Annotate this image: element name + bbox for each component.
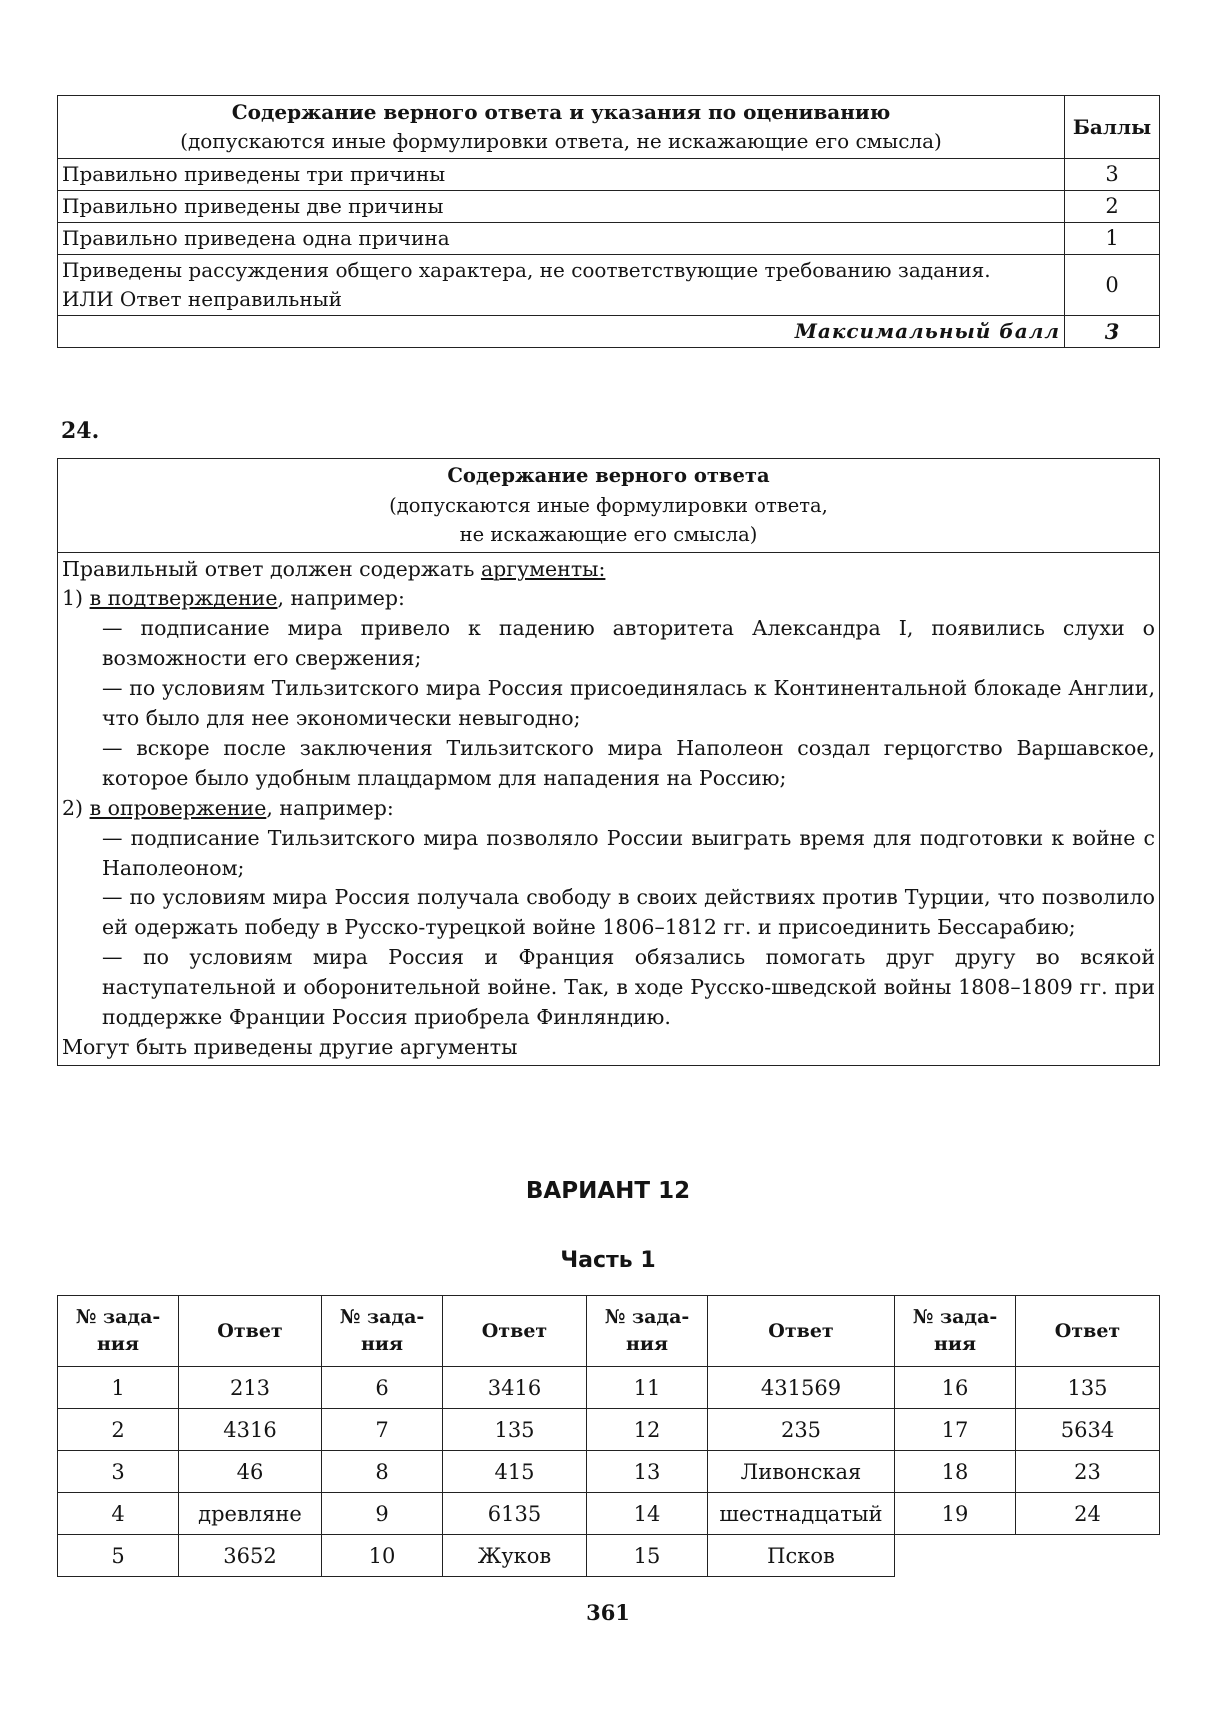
task-number-cell: 13 bbox=[587, 1451, 708, 1493]
answer-intro-text: Правильный ответ должен содержать bbox=[62, 556, 481, 581]
answer-cell: 135 bbox=[1016, 1367, 1160, 1409]
task-number-cell: 5 bbox=[58, 1535, 179, 1577]
answer-cell: 4316 bbox=[179, 1409, 322, 1451]
task-number-cell: 11 bbox=[587, 1367, 708, 1409]
header-line: № зада- bbox=[75, 1306, 161, 1328]
answer-cell: древляне bbox=[179, 1493, 322, 1535]
scoring-criterion: Правильно приведены три причины bbox=[58, 159, 1065, 191]
scoring-header-cell bbox=[58, 96, 1065, 159]
task-number-cell: 9 bbox=[322, 1493, 443, 1535]
answers-table bbox=[57, 1295, 1160, 1577]
task-number-header bbox=[895, 1296, 1016, 1367]
answers-row bbox=[58, 1451, 1160, 1493]
scoring-zero-line2: ИЛИ Ответ неправильный bbox=[62, 287, 342, 311]
scoring-points: 3 bbox=[1065, 159, 1160, 191]
answers-header-row bbox=[58, 1296, 1160, 1367]
argument-item: — подписание мира привело к падению авторитета Александра I, появились слухи о возможности его свержения; bbox=[102, 616, 1155, 671]
task-number-cell: 2 bbox=[58, 1409, 179, 1451]
group-title-rest: , например: bbox=[277, 586, 405, 611]
task-number-cell: 14 bbox=[587, 1493, 708, 1535]
answer-cell: 24 bbox=[1016, 1493, 1160, 1535]
header-line: № зада- bbox=[912, 1306, 998, 1328]
scoring-criterion bbox=[58, 255, 1065, 316]
argument-item: — вскоре после заключения Тильзитского мира Наполеон создал герцогство Варшавское, которое было удобным плацдармом для нападения на Россию; bbox=[102, 735, 1155, 790]
points-header: Баллы bbox=[1065, 96, 1160, 159]
answers-row bbox=[58, 1409, 1160, 1451]
scoring-max-row bbox=[58, 316, 1160, 348]
scoring-criterion: Правильно приведена одна причина bbox=[58, 223, 1065, 255]
scoring-header-row bbox=[58, 96, 1160, 159]
answer-content-header bbox=[57, 458, 1160, 553]
task-number-cell: 1 bbox=[58, 1367, 179, 1409]
argument-item: — по условиям Тильзитского мира Россия присоединялась к Континентальной блокаде Англии, что было для нее экономически невыгодно; bbox=[102, 676, 1155, 731]
answer-cell: 3416 bbox=[443, 1367, 587, 1409]
answer-cell: 6135 bbox=[443, 1493, 587, 1535]
argument-group-refute bbox=[62, 794, 1155, 824]
scoring-row bbox=[58, 191, 1160, 223]
header-line: ния bbox=[96, 1333, 140, 1355]
answer-content-table bbox=[57, 458, 1160, 1066]
scoring-row bbox=[58, 159, 1160, 191]
answer-content-note-1: (допускаются иные формулировки ответа, bbox=[389, 493, 828, 517]
answer-cell: шестнадцатый bbox=[708, 1493, 895, 1535]
answer-cell: 46 bbox=[179, 1451, 322, 1493]
task-number-header bbox=[587, 1296, 708, 1367]
answer-cell: 135 bbox=[443, 1409, 587, 1451]
answer-cell: 3652 bbox=[179, 1535, 322, 1577]
task-number-cell: 4 bbox=[58, 1493, 179, 1535]
header-line: № зада- bbox=[339, 1306, 425, 1328]
answer-header: Ответ bbox=[443, 1296, 587, 1367]
answer-header: Ответ bbox=[1016, 1296, 1160, 1367]
task-number-cell: 19 bbox=[895, 1493, 1016, 1535]
answer-cell: 415 bbox=[443, 1451, 587, 1493]
header-line: ния bbox=[360, 1333, 404, 1355]
answer-cell: 5634 bbox=[1016, 1409, 1160, 1451]
task-number-cell: 17 bbox=[895, 1409, 1016, 1451]
answers-row bbox=[58, 1535, 1160, 1577]
max-score-value: 3 bbox=[1065, 316, 1160, 348]
answer-intro bbox=[62, 555, 1155, 585]
argument-item: — по условиям мира Россия и Франция обязались помогать друг другу во всякой наступательной и оборонительной войне. Так, в ходе Русско-шведской войны 1808–1809 гг. при поддержке Франции Россия приобрела Финляндию. bbox=[102, 945, 1155, 1030]
task-number-cell: 3 bbox=[58, 1451, 179, 1493]
scoring-header-note: (допускаются иные формулировки ответа, не искажающие его смысла) bbox=[180, 129, 942, 153]
part-title: Часть 1 bbox=[560, 1248, 656, 1273]
answer-cell: Жуков bbox=[443, 1535, 587, 1577]
answer-cell: 235 bbox=[708, 1409, 895, 1451]
scoring-points: 2 bbox=[1065, 191, 1160, 223]
header-line: ния bbox=[625, 1333, 669, 1355]
group-number: 1) bbox=[62, 586, 90, 611]
argument-group-support bbox=[62, 584, 1155, 614]
answer-content-note-2: не искажающие его смысла) bbox=[459, 523, 758, 546]
answer-intro-underlined: аргументы: bbox=[480, 556, 606, 581]
task-number-header bbox=[322, 1296, 443, 1367]
empty-cell bbox=[1016, 1535, 1160, 1577]
group-title: в подтверждение bbox=[89, 586, 278, 611]
empty-cell bbox=[895, 1535, 1016, 1577]
argument-item: — подписание Тильзитского мира позволяло России выиграть время для подготовки к войне с Наполеоном; bbox=[102, 825, 1155, 880]
answer-cell: 213 bbox=[179, 1367, 322, 1409]
group-title-rest: , например: bbox=[266, 795, 394, 820]
header-line: № зада- bbox=[604, 1306, 690, 1328]
task-number-cell: 12 bbox=[587, 1409, 708, 1451]
answer-content-body bbox=[57, 553, 1160, 1066]
task-number-header bbox=[58, 1296, 179, 1367]
argument-item: — по условиям мира Россия получала свободу в своих действиях против Турции, что позволило ей одержать победу в Русско-турецкой войне 1806–1812 гг. и присоединить Бессарабию; bbox=[102, 885, 1155, 940]
task-number-cell: 15 bbox=[587, 1535, 708, 1577]
group-title: в опровержение bbox=[89, 795, 267, 820]
closing-note: Могут быть приведены другие аргументы bbox=[62, 1035, 518, 1059]
scoring-criterion: Правильно приведены две причины bbox=[58, 191, 1065, 223]
variant-title: ВАРИАНТ 12 bbox=[525, 1178, 691, 1204]
task-number-cell: 7 bbox=[322, 1409, 443, 1451]
answer-header: Ответ bbox=[708, 1296, 895, 1367]
answers-row bbox=[58, 1493, 1160, 1535]
task-number: 24. bbox=[61, 418, 100, 444]
answer-cell: Ливонская bbox=[708, 1451, 895, 1493]
answers-row bbox=[58, 1367, 1160, 1409]
answer-cell: 431569 bbox=[708, 1367, 895, 1409]
task-number-cell: 10 bbox=[322, 1535, 443, 1577]
scoring-points: 0 bbox=[1065, 255, 1160, 316]
task-number-cell: 8 bbox=[322, 1451, 443, 1493]
scoring-zero-line1: Приведены рассуждения общего характера, не соответствующие требованию задания. bbox=[62, 258, 991, 282]
max-score-label: Максимальный балл bbox=[58, 316, 1065, 348]
page-number: 361 bbox=[586, 1600, 630, 1625]
scoring-row bbox=[58, 223, 1160, 255]
group-number: 2) bbox=[62, 795, 90, 820]
header-line: ния bbox=[933, 1333, 977, 1355]
answer-content-title: Содержание верного ответа bbox=[447, 464, 770, 487]
scoring-points: 1 bbox=[1065, 223, 1160, 255]
answer-header: Ответ bbox=[179, 1296, 322, 1367]
scoring-header-title: Содержание верного ответа и указания по оцениванию bbox=[231, 100, 891, 124]
task-number-cell: 6 bbox=[322, 1367, 443, 1409]
scoring-row bbox=[58, 255, 1160, 316]
answer-cell: 23 bbox=[1016, 1451, 1160, 1493]
scoring-table bbox=[57, 95, 1160, 348]
task-number-cell: 18 bbox=[895, 1451, 1016, 1493]
task-number-cell: 16 bbox=[895, 1367, 1016, 1409]
answer-cell: Псков bbox=[708, 1535, 895, 1577]
